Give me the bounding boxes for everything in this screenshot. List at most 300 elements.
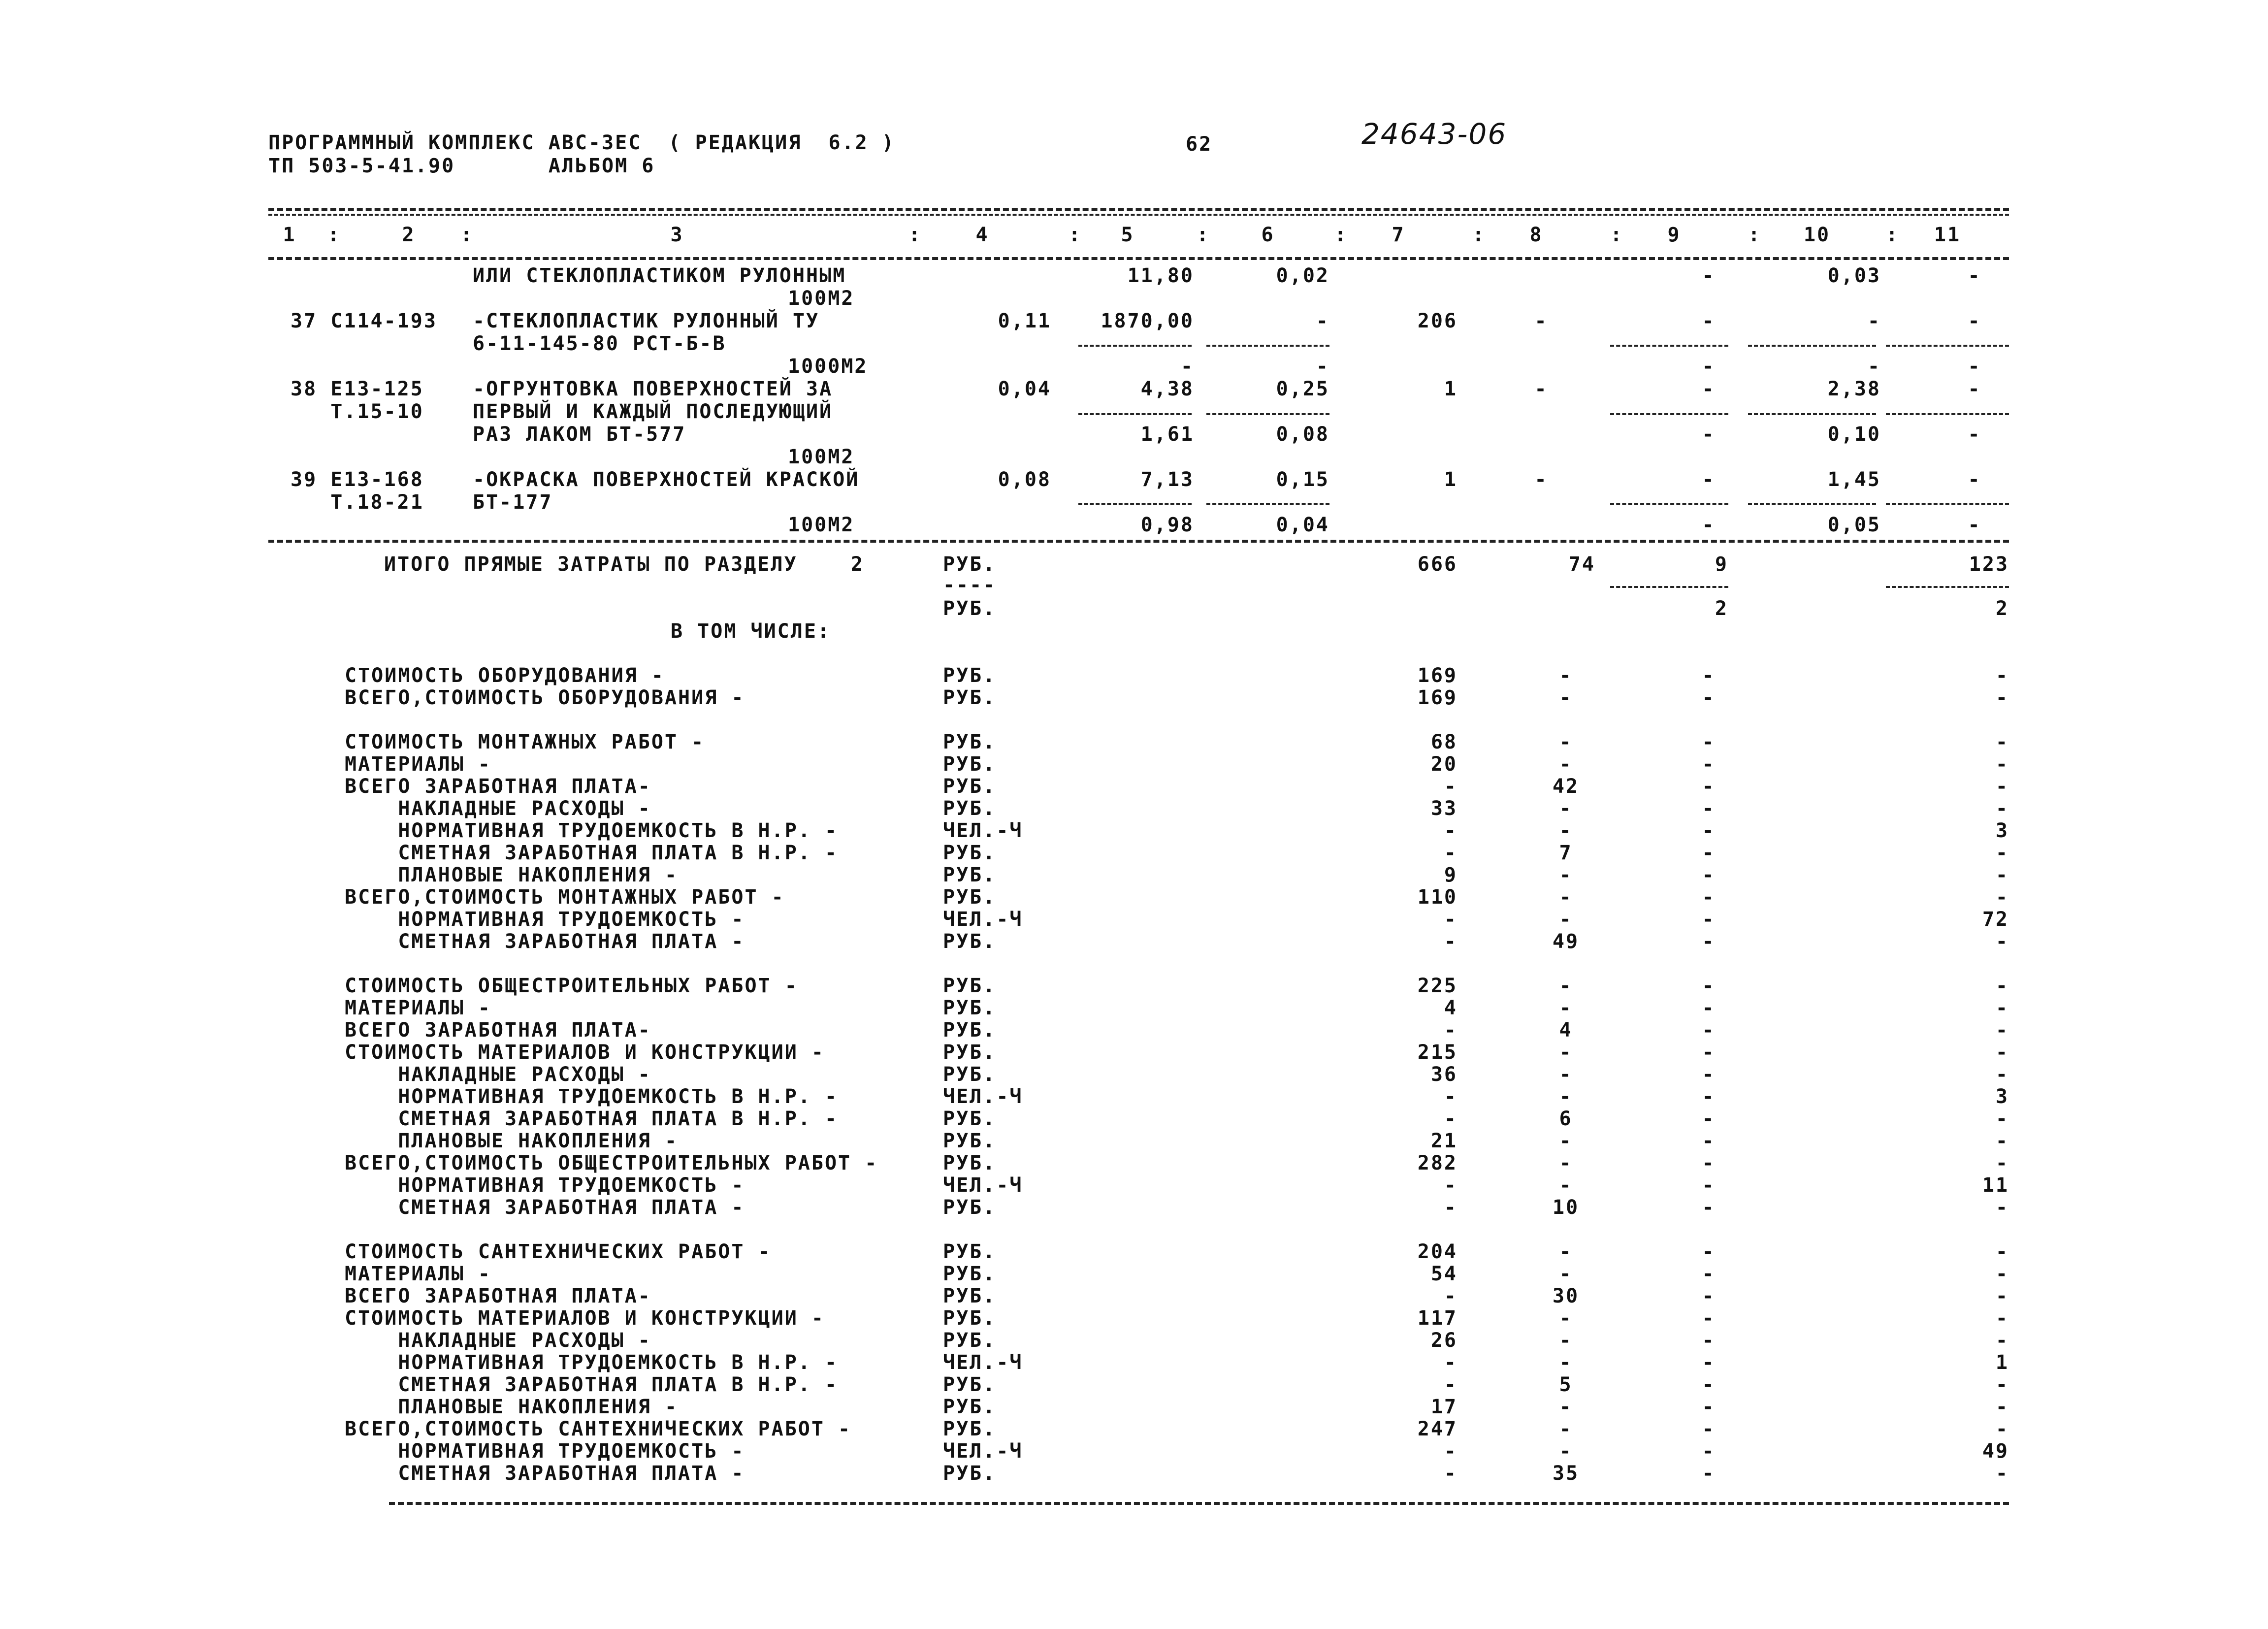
summary-row-unit: РУБ. bbox=[943, 1329, 997, 1352]
item-row-c9: - bbox=[1702, 378, 1716, 400]
item-row-desc: 100М2 bbox=[788, 514, 855, 536]
item-row-code: 38 Е13-125 bbox=[291, 378, 424, 400]
item-sub-rule bbox=[1078, 345, 1192, 347]
summary-row-label: НОРМАТИВНАЯ ТРУДОЕМКОСТЬ - bbox=[345, 1440, 745, 1463]
summary-row-label: СМЕТНАЯ ЗАРАБОТНАЯ ПЛАТА - bbox=[345, 1196, 745, 1219]
summary-row-c7: 110 bbox=[1417, 886, 1458, 909]
summary-row-c7: - bbox=[1444, 1462, 1458, 1485]
column-number-7: 7 bbox=[1392, 224, 1405, 246]
item-sub-rule bbox=[1078, 503, 1192, 505]
summary-row-unit: ЧЕЛ.-Ч bbox=[943, 819, 1023, 842]
item-row-c6: 0,25 bbox=[1276, 378, 1329, 400]
summary-row-c9: - bbox=[1702, 1240, 1716, 1263]
item-row-desc: 100М2 bbox=[788, 446, 855, 468]
item-row-c11: - bbox=[1968, 355, 1981, 378]
item-row-c10: 0,10 bbox=[1827, 423, 1881, 446]
summary-row-c9: - bbox=[1702, 886, 1716, 909]
summary-row-c7: 4 bbox=[1444, 997, 1458, 1019]
summary-row-c8: - bbox=[1559, 731, 1573, 753]
item-row-c5: 1,61 bbox=[1140, 423, 1194, 446]
column-number-2: 2 bbox=[402, 224, 416, 246]
summary-row-c9: - bbox=[1702, 797, 1716, 820]
summary-row-c8: - bbox=[1559, 1130, 1573, 1152]
item-row-c9: - bbox=[1702, 423, 1716, 446]
item-row-c7: 1 bbox=[1444, 378, 1458, 400]
summary-row-c7: 26 bbox=[1430, 1329, 1458, 1352]
item-row-c8: - bbox=[1534, 310, 1548, 332]
items-rule-bottom bbox=[268, 540, 2009, 543]
summary-row-c8: - bbox=[1559, 1440, 1573, 1463]
summary-row-label: НОРМАТИВНАЯ ТРУДОЕМКОСТЬ В Н.Р. - bbox=[345, 819, 839, 842]
summary-row-c8: 7 bbox=[1559, 842, 1573, 864]
summary-row-c9: - bbox=[1702, 1396, 1716, 1418]
summary-row-unit: ЧЕЛ.-Ч bbox=[943, 1085, 1023, 1108]
summary-row-label: ВСЕГО,СТОИМОСТЬ ОБОРУДОВАНИЯ - bbox=[345, 686, 745, 709]
summary-row-c9: - bbox=[1702, 1307, 1716, 1330]
summary-row-label: СМЕТНАЯ ЗАРАБОТНАЯ ПЛАТА В Н.Р. - bbox=[345, 842, 839, 864]
summary-row-c8: 6 bbox=[1559, 1108, 1573, 1130]
footer-rule bbox=[389, 1502, 2009, 1505]
item-row-c10: 0,05 bbox=[1827, 514, 1881, 536]
summary-row-c11: - bbox=[1995, 1019, 2009, 1042]
summary-row-c8: - bbox=[1559, 997, 1573, 1019]
summary-row-c7: 20 bbox=[1430, 753, 1458, 776]
summary-row-unit: ЧЕЛ.-Ч bbox=[943, 1351, 1023, 1374]
item-row-c11: - bbox=[1968, 423, 1981, 446]
summary-row-c8: 49 bbox=[1552, 930, 1580, 953]
totals-dashes: ---- bbox=[943, 574, 997, 596]
summary-row-unit: РУБ. bbox=[943, 997, 997, 1019]
item-sub-rule bbox=[1610, 345, 1728, 347]
summary-row-c9: - bbox=[1702, 1130, 1716, 1152]
summary-row-label: СТОИМОСТЬ МОНТАЖНЫХ РАБОТ - bbox=[345, 731, 705, 753]
summary-row-c7: 9 bbox=[1444, 864, 1458, 886]
summary-row-label: НОРМАТИВНАЯ ТРУДОЕМКОСТЬ В Н.Р. - bbox=[345, 1085, 839, 1108]
summary-row-c9: - bbox=[1702, 1108, 1716, 1130]
summary-row-label: СТОИМОСТЬ САНТЕХНИЧЕСКИХ РАБОТ - bbox=[345, 1240, 772, 1263]
summary-row-c7: 17 bbox=[1430, 1396, 1458, 1418]
item-row-c10: 2,38 bbox=[1827, 378, 1881, 400]
column-number-10: 10 bbox=[1803, 224, 1831, 246]
summary-row-c11: - bbox=[1995, 1240, 2009, 1263]
summary-row-label: ПЛАНОВЫЕ НАКОПЛЕНИЯ - bbox=[345, 1130, 679, 1152]
item-row-c5: 7,13 bbox=[1140, 468, 1194, 491]
summary-row-c9: - bbox=[1702, 930, 1716, 953]
summary-row-unit: РУБ. bbox=[943, 1263, 997, 1285]
summary-row-unit: РУБ. bbox=[943, 1019, 997, 1042]
summary-row-unit: РУБ. bbox=[943, 842, 997, 864]
summary-row-c11: 3 bbox=[1995, 819, 2009, 842]
item-sub-rule bbox=[1206, 413, 1329, 415]
item-row-c8: - bbox=[1534, 378, 1548, 400]
summary-row-c8: - bbox=[1559, 1063, 1573, 1086]
summary-row-c8: - bbox=[1559, 1418, 1573, 1440]
column-number-6: 6 bbox=[1261, 224, 1275, 246]
summary-row-c11: - bbox=[1995, 1152, 2009, 1174]
item-row-desc: -ОГРУНТОВКА ПОВЕРХНОСТЕЙ ЗА bbox=[473, 378, 833, 400]
column-separator: : bbox=[460, 224, 474, 246]
summary-row-c8: - bbox=[1559, 1085, 1573, 1108]
summary-row-c11: - bbox=[1995, 1263, 2009, 1285]
summary-row-unit: ЧЕЛ.-Ч bbox=[943, 1174, 1023, 1197]
item-row-c6: 0,04 bbox=[1276, 514, 1329, 536]
summary-row-c9: - bbox=[1702, 1174, 1716, 1197]
summary-row-c9: - bbox=[1702, 864, 1716, 886]
item-row-code: Т.18-21 bbox=[291, 491, 424, 514]
summary-row-c11: 49 bbox=[1982, 1440, 2009, 1463]
item-row-c9: - bbox=[1702, 468, 1716, 491]
summary-row-c9: - bbox=[1702, 842, 1716, 864]
item-row-c6: 0,08 bbox=[1276, 423, 1329, 446]
summary-row-unit: РУБ. bbox=[943, 1307, 997, 1330]
summary-row-c8: - bbox=[1559, 1351, 1573, 1374]
program-title: ПРОГРАММНЫЙ КОМПЛЕКС АВС-ЗЕС ( РЕДАКЦИЯ 6.2 ) bbox=[268, 131, 895, 154]
summary-row-c7: - bbox=[1444, 819, 1458, 842]
summary-row-c8: - bbox=[1559, 1307, 1573, 1330]
summary-row-c11: - bbox=[1995, 775, 2009, 798]
item-row-c9: - bbox=[1702, 310, 1716, 332]
summary-row-c9: - bbox=[1702, 1152, 1716, 1174]
totals-rule-col9 bbox=[1610, 586, 1728, 588]
summary-row-c9: - bbox=[1702, 1373, 1716, 1396]
item-row-c11: - bbox=[1968, 378, 1981, 400]
summary-row-c7: - bbox=[1444, 1285, 1458, 1307]
summary-row-unit: РУБ. bbox=[943, 731, 997, 753]
summary-row-c8: - bbox=[1559, 819, 1573, 842]
totals-col9-b: 2 bbox=[1715, 597, 1728, 620]
summary-row-unit: РУБ. bbox=[943, 1063, 997, 1086]
column-number-5: 5 bbox=[1121, 224, 1134, 246]
summary-row-c9: - bbox=[1702, 775, 1716, 798]
summary-row-c7: 247 bbox=[1417, 1418, 1458, 1440]
summary-row-c8: - bbox=[1559, 686, 1573, 709]
summary-row-c7: 204 bbox=[1417, 1240, 1458, 1263]
item-row-c10: - bbox=[1867, 355, 1881, 378]
summary-row-c11: - bbox=[1995, 1063, 2009, 1086]
summary-row-unit: РУБ. bbox=[943, 1396, 997, 1418]
item-row-c8: - bbox=[1534, 468, 1548, 491]
summary-row-c11: - bbox=[1995, 1130, 2009, 1152]
summary-row-label: ПЛАНОВЫЕ НАКОПЛЕНИЯ - bbox=[345, 864, 679, 886]
item-row-c5: 0,98 bbox=[1140, 514, 1194, 536]
summary-row-label: ВСЕГО,СТОИМОСТЬ ОБЩЕСТРОИТЕЛЬНЫХ РАБОТ - bbox=[345, 1152, 878, 1174]
summary-row-c9: - bbox=[1702, 1019, 1716, 1042]
summary-row-c7: 33 bbox=[1430, 797, 1458, 820]
summary-row-c11: - bbox=[1995, 975, 2009, 997]
item-row-desc: БТ-177 bbox=[473, 491, 553, 514]
summary-row-unit: РУБ. bbox=[943, 1108, 997, 1130]
summary-row-label: НАКЛАДНЫЕ РАСХОДЫ - bbox=[345, 1329, 651, 1352]
summary-row-unit: ЧЕЛ.-Ч bbox=[943, 1440, 1023, 1463]
column-separator: : bbox=[1748, 224, 1762, 246]
summary-row-label: ВСЕГО,СТОИМОСТЬ САНТЕХНИЧЕСКИХ РАБОТ - bbox=[345, 1418, 852, 1440]
summary-row-c9: - bbox=[1702, 1351, 1716, 1374]
summary-row-c8: - bbox=[1559, 908, 1573, 931]
column-separator: : bbox=[1197, 224, 1210, 246]
summary-row-c7: 21 bbox=[1430, 1130, 1458, 1152]
summary-row-label: ВСЕГО ЗАРАБОТНАЯ ПЛАТА- bbox=[345, 775, 651, 798]
item-row-c5: 1870,00 bbox=[1101, 310, 1194, 332]
summary-row-c11: - bbox=[1995, 1307, 2009, 1330]
header-rule-top-2 bbox=[268, 214, 2009, 216]
summary-row-c8: 10 bbox=[1552, 1196, 1580, 1219]
column-separator: : bbox=[1610, 224, 1624, 246]
summary-row-c11: - bbox=[1995, 1462, 2009, 1485]
summary-row-c8: 42 bbox=[1552, 775, 1580, 798]
column-number-1: 1 bbox=[283, 224, 296, 246]
summary-row-c7: - bbox=[1444, 1196, 1458, 1219]
summary-row-c9: - bbox=[1702, 1041, 1716, 1064]
summary-row-c7: - bbox=[1444, 908, 1458, 931]
summary-row-c7: 117 bbox=[1417, 1307, 1458, 1330]
summary-row-c8: - bbox=[1559, 664, 1573, 687]
summary-row-c8: - bbox=[1559, 1240, 1573, 1263]
summary-row-c8: - bbox=[1559, 1329, 1573, 1352]
summary-row-unit: РУБ. bbox=[943, 664, 997, 687]
item-row-c11: - bbox=[1968, 468, 1981, 491]
item-sub-rule bbox=[1748, 413, 1876, 415]
summary-row-c9: - bbox=[1702, 1440, 1716, 1463]
totals-col11: 123 bbox=[1969, 553, 2009, 576]
summary-row-c8: - bbox=[1559, 797, 1573, 820]
item-sub-rule bbox=[1886, 345, 2009, 347]
summary-row-c11: 11 bbox=[1982, 1174, 2009, 1197]
summary-row-unit: РУБ. bbox=[943, 975, 997, 997]
summary-row-unit: ЧЕЛ.-Ч bbox=[943, 908, 1023, 931]
column-number-4: 4 bbox=[975, 224, 989, 246]
summary-row-unit: РУБ. bbox=[943, 1041, 997, 1064]
summary-row-unit: РУБ. bbox=[943, 886, 997, 909]
summary-row-label: СМЕТНАЯ ЗАРАБОТНАЯ ПЛАТА В Н.Р. - bbox=[345, 1373, 839, 1396]
summary-row-c11: - bbox=[1995, 753, 2009, 776]
summary-row-c11: - bbox=[1995, 1329, 2009, 1352]
summary-row-unit: РУБ. bbox=[943, 864, 997, 886]
summary-row-label: МАТЕРИАЛЫ - bbox=[345, 1263, 491, 1285]
summary-row-label: МАТЕРИАЛЫ - bbox=[345, 997, 491, 1019]
item-row-c11: - bbox=[1968, 514, 1981, 536]
summary-row-unit: РУБ. bbox=[943, 775, 997, 798]
summary-row-c8: 35 bbox=[1552, 1462, 1580, 1485]
summary-row-unit: РУБ. bbox=[943, 1285, 997, 1307]
summary-row-unit: РУБ. bbox=[943, 1373, 997, 1396]
summary-row-unit: РУБ. bbox=[943, 1418, 997, 1440]
summary-row-c8: - bbox=[1559, 1263, 1573, 1285]
item-row-c7: 206 bbox=[1417, 310, 1458, 332]
item-row-c4: 0,04 bbox=[998, 378, 1051, 400]
item-row-c6: 0,02 bbox=[1276, 264, 1329, 287]
summary-row-c11: - bbox=[1995, 686, 2009, 709]
item-row-desc: ИЛИ СТЕКЛОПЛАСТИКОМ РУЛОННЫМ bbox=[473, 264, 846, 287]
summary-row-c9: - bbox=[1702, 1418, 1716, 1440]
summary-row-label: ВСЕГО ЗАРАБОТНАЯ ПЛАТА- bbox=[345, 1019, 651, 1042]
summary-row-c7: 36 bbox=[1430, 1063, 1458, 1086]
summary-row-c11: - bbox=[1995, 842, 2009, 864]
summary-row-c8: - bbox=[1559, 886, 1573, 909]
summary-row-c9: - bbox=[1702, 1085, 1716, 1108]
item-row-desc: ПЕРВЫЙ И КАЖДЫЙ ПОСЛЕДУЮЩИЙ bbox=[473, 400, 833, 423]
totals-unit-2: РУБ. bbox=[943, 597, 997, 620]
column-number-3: 3 bbox=[670, 224, 684, 246]
column-separator: : bbox=[1472, 224, 1486, 246]
column-separator: : bbox=[1886, 224, 1900, 246]
column-separator: : bbox=[327, 224, 341, 246]
summary-row-label: НОРМАТИВНАЯ ТРУДОЕМКОСТЬ В Н.Р. - bbox=[345, 1351, 839, 1374]
summary-row-c7: 54 bbox=[1430, 1263, 1458, 1285]
summary-row-unit: РУБ. bbox=[943, 1152, 997, 1174]
summary-row-c11: - bbox=[1995, 1196, 2009, 1219]
item-row-c6: - bbox=[1316, 310, 1329, 332]
summary-row-label: ВСЕГО,СТОИМОСТЬ МОНТАЖНЫХ РАБОТ - bbox=[345, 886, 785, 909]
summary-row-label: СМЕТНАЯ ЗАРАБОТНАЯ ПЛАТА - bbox=[345, 930, 745, 953]
item-sub-rule bbox=[1078, 413, 1192, 415]
summary-row-label: СТОИМОСТЬ ОБЩЕСТРОИТЕЛЬНЫХ РАБОТ - bbox=[345, 975, 798, 997]
summary-row-label: СТОИМОСТЬ ОБОРУДОВАНИЯ - bbox=[345, 664, 665, 687]
item-row-c10: - bbox=[1867, 310, 1881, 332]
summary-row-unit: РУБ. bbox=[943, 1196, 997, 1219]
summary-row-c9: - bbox=[1702, 1196, 1716, 1219]
summary-row-c7: 68 bbox=[1430, 731, 1458, 753]
column-separator: : bbox=[1334, 224, 1348, 246]
summary-row-c7: 169 bbox=[1417, 664, 1458, 687]
summary-row-c11: - bbox=[1995, 664, 2009, 687]
summary-row-unit: РУБ. bbox=[943, 930, 997, 953]
item-row-c5: - bbox=[1180, 355, 1194, 378]
summary-row-c11: - bbox=[1995, 1108, 2009, 1130]
summary-row-c11: - bbox=[1995, 1396, 2009, 1418]
item-row-desc: РАЗ ЛАКОМ БТ-577 bbox=[473, 423, 686, 446]
summary-row-label: ПЛАНОВЫЕ НАКОПЛЕНИЯ - bbox=[345, 1396, 679, 1418]
page-number: 62 bbox=[1186, 133, 1213, 156]
summary-row-c7: 169 bbox=[1417, 686, 1458, 709]
summary-row-c7: 282 bbox=[1417, 1152, 1458, 1174]
summary-row-c9: - bbox=[1702, 1263, 1716, 1285]
item-row-c9: - bbox=[1702, 355, 1716, 378]
column-number-8: 8 bbox=[1529, 224, 1543, 246]
summary-row-c11: - bbox=[1995, 1418, 2009, 1440]
item-row-desc: 1000М2 bbox=[788, 355, 868, 378]
summary-row-label: НОРМАТИВНАЯ ТРУДОЕМКОСТЬ - bbox=[345, 1174, 745, 1197]
summary-row-c7: - bbox=[1444, 1373, 1458, 1396]
item-sub-rule bbox=[1206, 345, 1329, 347]
summary-row-c7: - bbox=[1444, 930, 1458, 953]
summary-row-label: НАКЛАДНЫЕ РАСХОДЫ - bbox=[345, 1063, 651, 1086]
summary-row-c9: - bbox=[1702, 753, 1716, 776]
summary-row-c11: - bbox=[1995, 1285, 2009, 1307]
summary-row-c9: - bbox=[1702, 819, 1716, 842]
summary-row-c7: - bbox=[1444, 1351, 1458, 1374]
summary-row-unit: РУБ. bbox=[943, 797, 997, 820]
totals-col11-b: 2 bbox=[1995, 597, 2009, 620]
summary-row-c7: - bbox=[1444, 1440, 1458, 1463]
summary-row-label: НАКЛАДНЫЕ РАСХОДЫ - bbox=[345, 797, 651, 820]
item-row-c4: 0,08 bbox=[998, 468, 1051, 491]
summary-row-label: ВСЕГО ЗАРАБОТНАЯ ПЛАТА- bbox=[345, 1285, 651, 1307]
item-row-c4: 0,11 bbox=[998, 310, 1051, 332]
summary-row-unit: РУБ. bbox=[943, 1130, 997, 1152]
totals-col7: 666 bbox=[1417, 553, 1458, 576]
item-row-c5: 11,80 bbox=[1127, 264, 1194, 287]
summary-row-label: СТОИМОСТЬ МАТЕРИАЛОВ И КОНСТРУКЦИИ - bbox=[345, 1307, 825, 1330]
summary-row-c8: 4 bbox=[1559, 1019, 1573, 1042]
summary-row-c11: - bbox=[1995, 1373, 2009, 1396]
item-sub-rule bbox=[1610, 413, 1728, 415]
item-row-desc: -СТЕКЛОПЛАСТИК РУЛОННЫЙ ТУ bbox=[473, 310, 820, 332]
summary-row-c7: - bbox=[1444, 1174, 1458, 1197]
header-rule-bottom bbox=[268, 257, 2009, 260]
item-row-c11: - bbox=[1968, 310, 1981, 332]
document-number-handwritten: 24643-06 bbox=[1361, 117, 1507, 151]
summary-row-c9: - bbox=[1702, 975, 1716, 997]
item-sub-rule bbox=[1206, 503, 1329, 505]
summary-row-c9: - bbox=[1702, 908, 1716, 931]
item-row-c5: 4,38 bbox=[1140, 378, 1194, 400]
summary-row-unit: РУБ. bbox=[943, 753, 997, 776]
item-row-c6: 0,15 bbox=[1276, 468, 1329, 491]
item-row-c7: 1 bbox=[1444, 468, 1458, 491]
item-row-code: 39 Е13-168 bbox=[291, 468, 424, 491]
summary-row-c8: - bbox=[1559, 1041, 1573, 1064]
column-separator: : bbox=[1069, 224, 1082, 246]
summary-row-c9: - bbox=[1702, 686, 1716, 709]
item-row-desc: -ОКРАСКА ПОВЕРХНОСТЕЙ КРАСКОЙ bbox=[473, 468, 860, 491]
item-row-code: 37 С114-193 bbox=[291, 310, 437, 332]
item-sub-rule bbox=[1748, 345, 1876, 347]
summary-row-c11: - bbox=[1995, 731, 2009, 753]
totals-label: ИТОГО ПРЯМЫЕ ЗАТРАТЫ ПО РАЗДЕЛУ 2 bbox=[384, 553, 864, 576]
summary-row-c9: - bbox=[1702, 664, 1716, 687]
totals-col9: 9 bbox=[1715, 553, 1728, 576]
summary-row-c11: 1 bbox=[1995, 1351, 2009, 1374]
item-sub-rule bbox=[1610, 503, 1728, 505]
summary-row-unit: РУБ. bbox=[943, 1462, 997, 1485]
summary-row-c7: - bbox=[1444, 1085, 1458, 1108]
item-row-c10: 1,45 bbox=[1827, 468, 1881, 491]
summary-row-c11: - bbox=[1995, 930, 2009, 953]
summary-row-c8: - bbox=[1559, 1396, 1573, 1418]
summary-row-c11: - bbox=[1995, 797, 2009, 820]
item-sub-rule bbox=[1886, 503, 2009, 505]
summary-row-c11: 3 bbox=[1995, 1085, 2009, 1108]
summary-row-c9: - bbox=[1702, 1462, 1716, 1485]
summary-row-c7: - bbox=[1444, 1108, 1458, 1130]
summary-row-c11: 72 bbox=[1982, 908, 2009, 931]
item-sub-rule bbox=[1886, 413, 2009, 415]
summary-row-c9: - bbox=[1702, 1063, 1716, 1086]
summary-row-c11: - bbox=[1995, 886, 2009, 909]
summary-row-label: НОРМАТИВНАЯ ТРУДОЕМКОСТЬ - bbox=[345, 908, 745, 931]
summary-row-c8: - bbox=[1559, 864, 1573, 886]
totals-col8: 74 bbox=[1568, 553, 1595, 576]
summary-row-c11: - bbox=[1995, 997, 2009, 1019]
summary-row-c8: 30 bbox=[1552, 1285, 1580, 1307]
summary-row-c8: 5 bbox=[1559, 1373, 1573, 1396]
column-number-9: 9 bbox=[1667, 224, 1681, 246]
summary-row-c11: - bbox=[1995, 864, 2009, 886]
totals-unit: РУБ. bbox=[943, 553, 997, 576]
summary-row-label: СТОИМОСТЬ МАТЕРИАЛОВ И КОНСТРУКЦИИ - bbox=[345, 1041, 825, 1064]
item-row-c9: - bbox=[1702, 264, 1716, 287]
summary-row-label: СМЕТНАЯ ЗАРАБОТНАЯ ПЛАТА - bbox=[345, 1462, 745, 1485]
summary-row-c9: - bbox=[1702, 997, 1716, 1019]
item-row-c10: 0,03 bbox=[1827, 264, 1881, 287]
item-row-code: Т.15-10 bbox=[291, 400, 424, 423]
summary-row-c8: - bbox=[1559, 1174, 1573, 1197]
album-reference: ТП 503-5-41.90 АЛЬБОМ 6 bbox=[268, 155, 655, 177]
including-heading: В ТОМ ЧИСЛЕ: bbox=[671, 620, 831, 643]
item-row-c9: - bbox=[1702, 514, 1716, 536]
totals-rule-col11 bbox=[1886, 586, 2009, 588]
column-separator: : bbox=[908, 224, 922, 246]
